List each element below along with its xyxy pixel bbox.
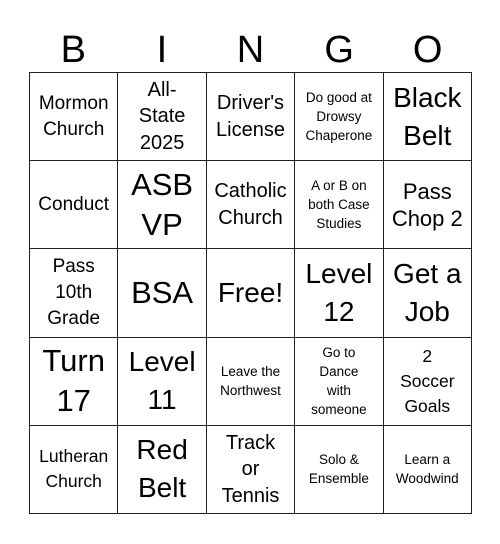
bingo-cell[interactable] — [30, 338, 118, 426]
bingo-cell[interactable] — [295, 249, 383, 337]
bingo-cell[interactable] — [118, 426, 206, 514]
cell-text: Conduct — [38, 193, 110, 215]
cell-text: BSA — [131, 274, 194, 310]
header-letter-g: G — [324, 29, 354, 71]
bingo-cell[interactable] — [295, 426, 383, 514]
cell-text: Lutheran Church — [39, 446, 109, 492]
cell-text: Level 11 — [128, 346, 196, 416]
bingo-board — [29, 72, 472, 514]
cell-text: Black Belt — [393, 81, 462, 151]
cell-text: Driver's License — [216, 92, 285, 141]
bingo-cell[interactable] — [30, 161, 118, 249]
bingo-cell[interactable] — [295, 338, 383, 426]
free-space[interactable] — [207, 249, 295, 337]
cell-text: 2 Soccer Goals — [400, 345, 455, 416]
bingo-cell[interactable] — [384, 73, 472, 161]
bingo-cell[interactable] — [118, 249, 206, 337]
cell-text: Do good at Drowsy Chaperone — [305, 90, 373, 144]
cell-text: Free! — [217, 276, 284, 308]
header-letter-o: O — [412, 29, 443, 71]
cell-text: Red Belt — [136, 434, 188, 504]
bingo-cell[interactable] — [384, 426, 472, 514]
bingo-cell[interactable] — [118, 73, 206, 161]
cell-text: Go to Dance with someone — [311, 345, 367, 418]
cell-text: Learn a Woodwind — [395, 452, 459, 487]
header-letter-n: N — [236, 29, 265, 71]
bingo-cell[interactable] — [30, 73, 118, 161]
header-letter-i: I — [156, 29, 168, 71]
bingo-header — [29, 28, 472, 72]
cell-text: All- State 2025 — [138, 78, 186, 154]
cell-text: Mormon Church — [38, 92, 109, 140]
bingo-cell[interactable] — [118, 338, 206, 426]
bingo-cell[interactable] — [207, 338, 295, 426]
cell-text: ASB VP — [131, 166, 194, 242]
bingo-cell[interactable] — [207, 161, 295, 249]
cell-text: Leave the Northwest — [220, 364, 281, 399]
bingo-cell[interactable] — [384, 161, 472, 249]
header-letter-b: B — [60, 29, 86, 71]
cell-text: Get a Job — [393, 257, 462, 327]
cell-text: Level 12 — [305, 257, 373, 327]
cell-text: A or B on both Case Studies — [308, 178, 370, 232]
bingo-cell[interactable] — [295, 161, 383, 249]
bingo-cell[interactable] — [207, 426, 295, 514]
bingo-cell[interactable] — [30, 426, 118, 514]
bingo-cell[interactable] — [207, 73, 295, 161]
cell-text: Solo & Ensemble — [308, 452, 369, 487]
cell-text: Catholic Church — [214, 180, 287, 229]
bingo-cell[interactable] — [118, 161, 206, 249]
cell-text: Pass 10th Grade — [47, 255, 101, 329]
cell-text: Pass Chop 2 — [391, 178, 463, 231]
bingo-cell[interactable] — [384, 338, 472, 426]
cell-text: Track or Tennis — [221, 431, 280, 507]
bingo-cell[interactable] — [295, 73, 383, 161]
cell-text: Turn 17 — [42, 343, 105, 419]
bingo-cell[interactable] — [384, 249, 472, 337]
bingo-cell[interactable] — [30, 249, 118, 337]
